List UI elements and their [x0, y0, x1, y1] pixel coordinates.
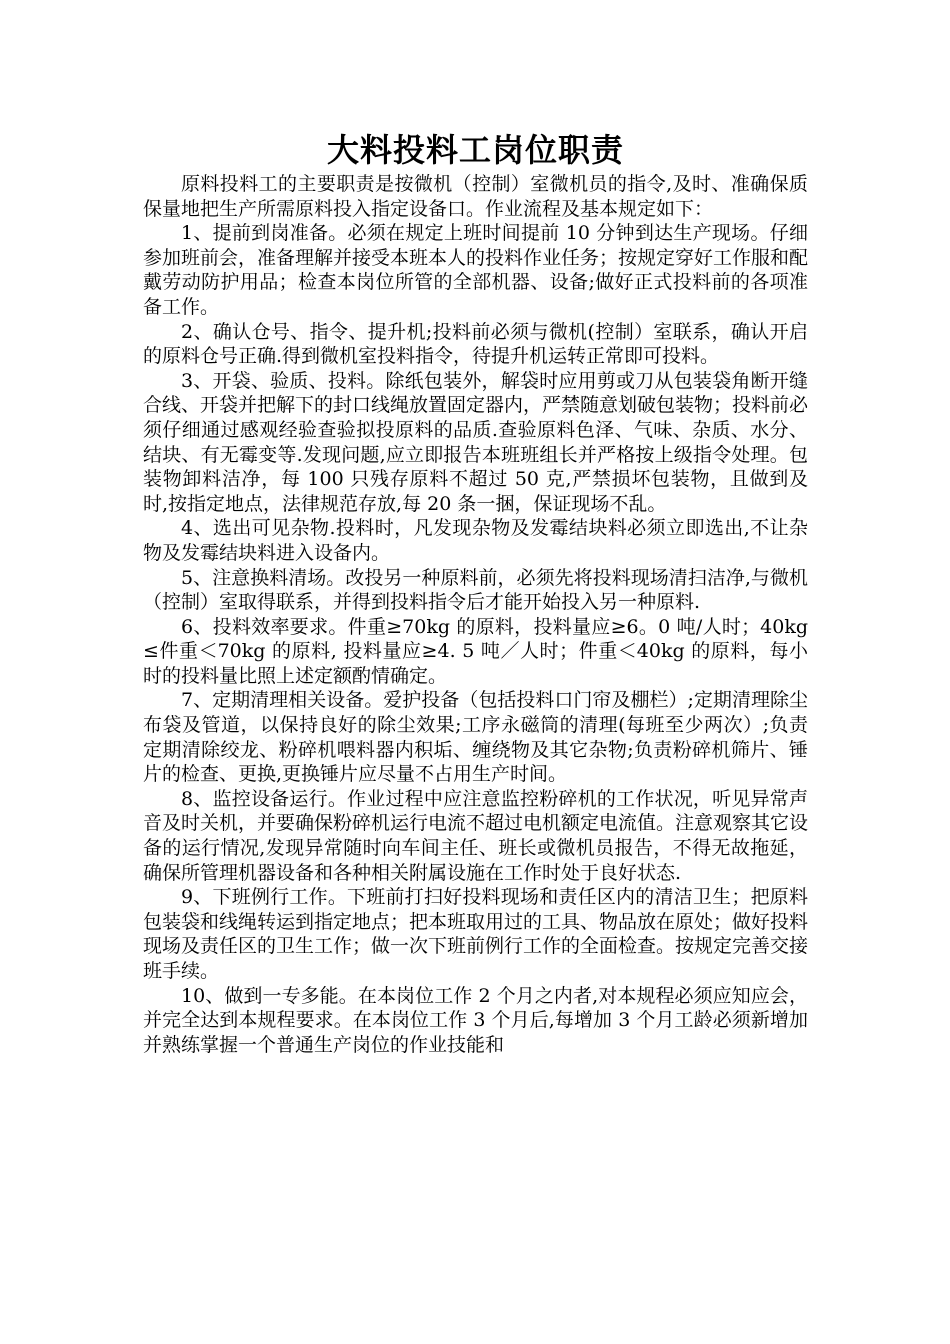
rule-paragraph-2: 2、确认仓号、指令、提升机;投料前必须与微机(控制）室联系，确认开启的原料仓号正确.得到微机室投料指令，待提升机运转正常即可投料。 [143, 320, 808, 368]
document-page [143, 128, 808, 1057]
rule-paragraph-5: 5、注意换料清场。改投另一种原料前，必须先将投料现场清扫洁净,与微机（控制）室取得联系，并得到投料指令后才能开始投入另一种原料. [143, 566, 808, 614]
rule-paragraph-9: 9、下班例行工作。下班前打扫好投料现场和责任区内的清洁卫生；把原料包装袋和线绳转运到指定地点；把本班取用过的工具、物品放在原处；做好投料现场及责任区的卫生工作；做一次下班前例行工作的全面检查。按规定完善交接班手续。 [143, 886, 809, 982]
rule-paragraph-7: 7、定期清理相关设备。爱护投备（包括投料口门帘及棚栏）;定期清理除尘布袋及管道，以保持良好的除尘效果;工序永磁筒的清理(每班至少两次）;负责定期清除绞龙、粉碎机喂料器内积垢、缠绕物及其它杂物;负责粉碎机筛片、锤片的检查、更换,更换锤片应尽量不占用生产时间。 [143, 689, 808, 786]
rule-paragraph-3: 3、开袋、验质、投料。除纸包装外，解袋时应用剪或刀从包装袋角断开缝合线、开袋并把解下的封口线绳放置固定器内，严禁随意划破包装物；投料前必须仔细通过感观经验查验拟投原料的品质.查验原料色泽、气味、杂质、水分、结块、有无霉变等.发现问题,应立即报告本班班组长并严格按上级指令处理。包装物卸料洁净，每 100 只残存原料不超过 50 克,严禁损坏包装物，且做到及时,按指定地点，法律规范存放,每 20 条一捆，保证现场不乱。 [143, 369, 809, 515]
rule-paragraph-4: 4、选出可见杂物.投料时，凡发现杂物及发霉结块料必须立即选出,不让杂物及发霉结块料进入设备内。 [143, 517, 808, 564]
document-body [143, 172, 808, 1057]
rule-paragraph-10: 10、做到一专多能。在本岗位工作 2 个月之内者,对本规程必须应知应会，并完全达到本规程要求。在本岗位工作 3 个月后,每增加 3 个月工龄必须新增加并熟练掌握一个普通生产岗位的作业技能和 [143, 984, 808, 1056]
intro-paragraph: 原料投料工的主要职责是按微机（控制）室微机员的指令,及时、准确保质保量地把生产所需原料投入指定设备口。作业流程及基本规定如下： [143, 173, 808, 220]
rule-paragraph-1: 1、提前到岗准备。必须在规定上班时间提前 10 分钟到达生产现场。仔细参加班前会，准备理解并接受本班本人的投料作业任务；按规定穿好工作服和配戴劳动防护用品；检查本岗位所管的全部机器、设备;做好正式投料前的各项准备工作。 [143, 222, 809, 318]
document-title: 大料投料工岗位职责 [326, 131, 624, 169]
rule-paragraph-8: 8、监控设备运行。作业过程中应注意监控粉碎机的工作状况，听见异常声音及时关机，并要确保粉碎机运行电流不超过电机额定电流值。注意观察其它设备的运行情况,发现异常随时向车间主任、班长或微机员报告，不得无故拖延，确保所管理机器设备和各种相关附属设施在工作时处于良好状态. [143, 787, 809, 884]
rule-paragraph-6: 6、投料效率要求。件重≥70kg 的原料，投料量应≥6。0 吨/人时；40kg≤件重＜70kg 的原料, 投料量应≥4. 5 吨／人时；件重＜40kg 的原料，每小时的投料量比照上述定额酌情确定。 [143, 615, 808, 687]
